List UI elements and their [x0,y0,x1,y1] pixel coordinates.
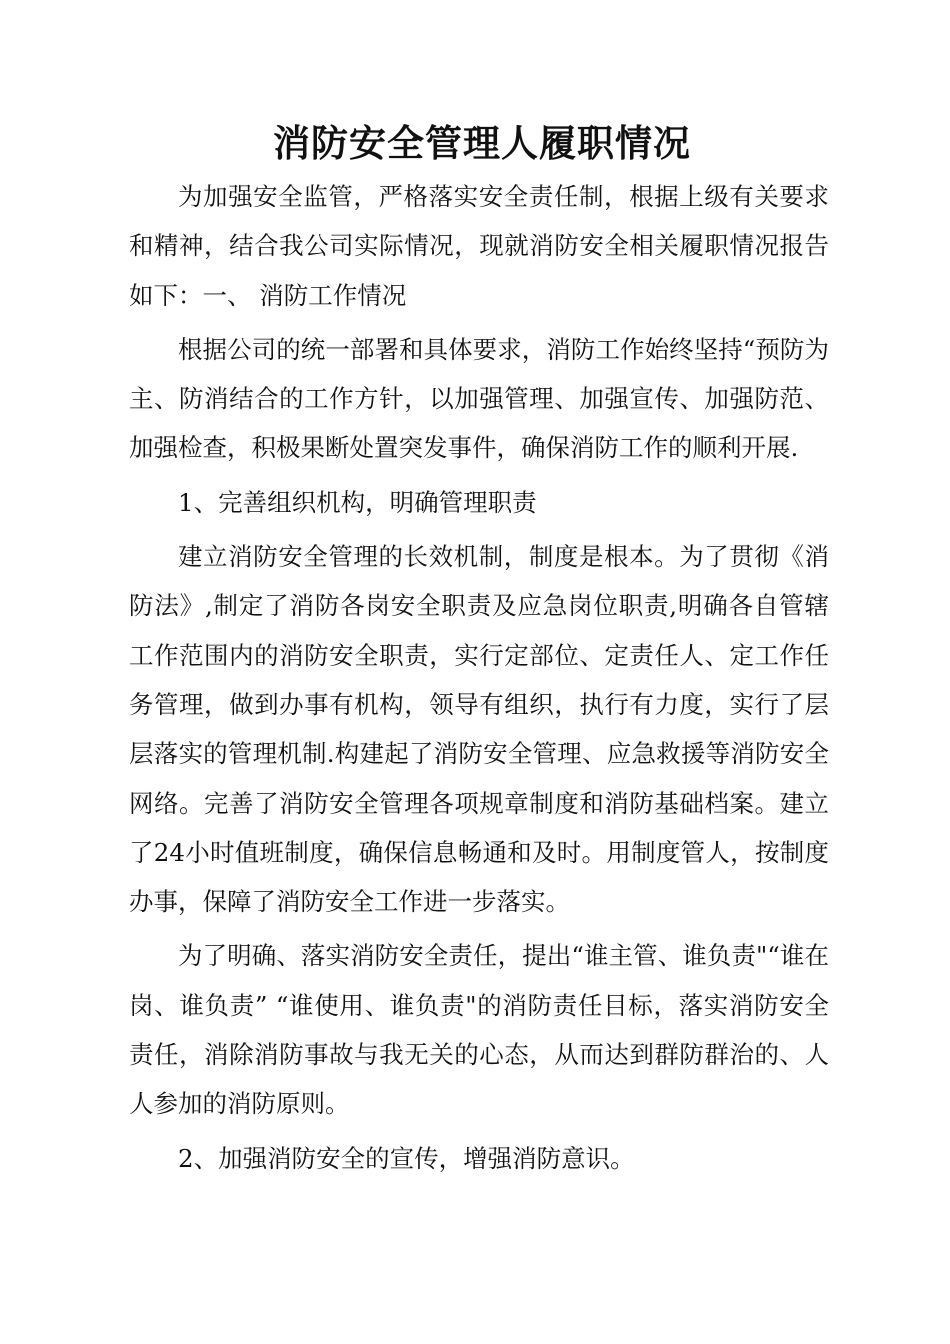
section-heading-publicity: 2、加强消防安全的宣传，增强消防意识。 [178,1143,635,1173]
paragraph-work-principle: 根据公司的统一部署和具体要求，消防工作始终坚持“预防为主、防消结合的工作方针，以加强管理、加强宣传、加强防范、加强检查，积极果断处置突发事件，确保消防工作的顺利开展. [129,334,829,463]
paragraph-intro: 为加强安全监管，严格落实安全责任制，根据上级有关要求和精神，结合我公司实际情况，现就消防安全相关履职情况报告如下：一、 消防工作情况 [129,182,829,310]
paragraph-responsibility: 为了明确、落实消防安全责任，提出“谁主管、谁负责"“谁在岗、谁负责” “谁使用、谁负责"的消防责任目标，落实消防安全责任，消除消防事故与我无关的心态，从而达到群防群治的、人人参加的消防原则。 [129,941,829,1119]
document-body [129,172,829,1183]
document-title: 消防安全管理人履职情况 [273,122,691,165]
paragraph-mechanism: 建立消防安全管理的长效机制，制度是根本。为了贯彻《消防法》,制定了消防各岗安全职责及应急岗位职责,明确各自管辖工作范围内的消防安全职责，实行定部位、定责任人、定工作任务管理，做到办事有机构，领导有组织，执行有力度，实行了层层落实的管理机制.构建起了消防安全管理、应急救援等消防安全网络。完善了消防安全管理各项规章制度和消防基础档案。建立了24小时值班制度，确保信息畅通和及时。用制度管人，按制度办事，保障了消防安全工作进一步落实。 [129,542,829,917]
section-heading-organization: 1、完善组织机构，明确管理职责 [178,487,537,517]
